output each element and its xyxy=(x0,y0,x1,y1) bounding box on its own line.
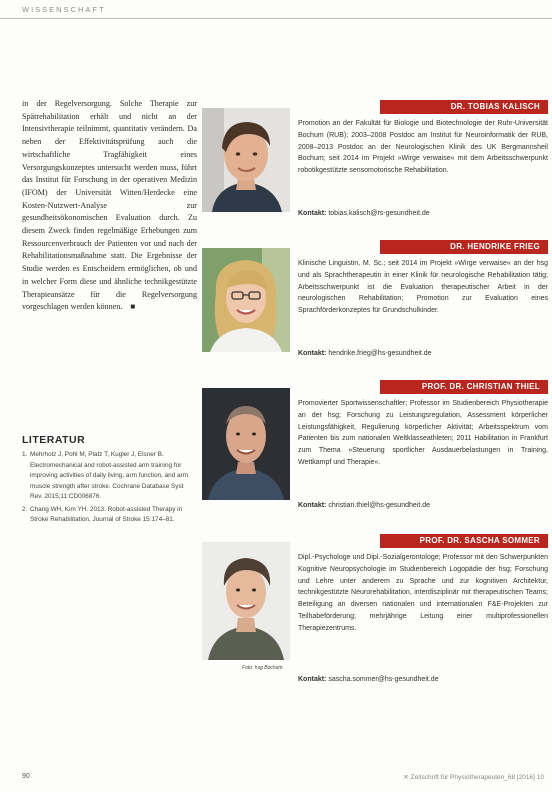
profile-contact xyxy=(298,500,430,512)
profile-bio: Promovierter Sportwissenschaftler; Professor im Studienbereich Physiotherapie an der hsg; Forschung zu Leistungsregulation, Assessment körperlicher Leistungsfähigkeit, Regulierung körperlicher Aktivität; Arbeitsspektrum vom Patienten bis zum nationalen Weltklasseathleten; 2011 Habilitation in Frankfurt zum Thema »Steuerung sportlicher Ausdauerbelastungen in Training, Wettkampf und Therapie«. xyxy=(298,400,548,466)
photo-credit: Foto: hsg Bochum xyxy=(242,665,283,671)
portrait-photo xyxy=(202,108,290,212)
portrait-photo xyxy=(202,388,290,500)
literature-item xyxy=(22,505,194,526)
contact-email[interactable]: tobias.kalisch@rs-gesundheit.de xyxy=(328,210,430,217)
portrait-photo xyxy=(202,248,290,352)
literature-item xyxy=(22,450,194,503)
journal-footer: ✕ Zeitschrift für Physiotherapeuten_68 [2016] 10 xyxy=(403,774,544,781)
literature-title: LITERATUR xyxy=(22,434,86,446)
literature-item-number: 1. xyxy=(22,451,28,458)
literature-item-text: Mehrholz J, Pohl M, Platz T, Kugler J, Elsner B. Electromechanical and robot-assisted arm training for improving activities of daily living, arm function, and arm muscle strength after stroke. Cochrane Database Syst Rev. 2015;11:CD006876. xyxy=(30,451,189,500)
profile-bio: Klinische Linguistin, M. Sc.; seit 2014 im Projekt »Wirge verwaise« an der hsg und als Sprachtherapeutin in einer Klinik für neurologische Rehabilitation tätig; Arbeitsschwerpunkt ist die Evaluation therapeutischer Arbeit in der neurologischen Rehabilitation; Promotion zur Evaluation eines Sprachförderkonzeptes für Grundschulkinder. xyxy=(298,260,548,315)
article-body xyxy=(22,98,197,314)
profile-name-bar: PROF. DR. CHRISTIAN THIEL xyxy=(380,380,548,394)
contact-email[interactable]: christian.thiel@hs-gesundheit.de xyxy=(328,502,431,509)
contact-label: Kontakt: xyxy=(298,502,327,509)
article-paragraph: in der Regelversorgung. Solche Therapie zur Spätrehabilitation erhält und nicht an der Intensivtherapie teilnimmt, quantitativ verändern. Da neben der Effektivitätsprüfung auch die wirtschaftliche Tragfähigkeit eines Versorgungskonzeptes untersucht werden muss, führt das Institut für Forschung in der operativen Medizin (IFOM) der Universität Witten/Herdecke eine Kosten-Nutzwert-Analyse zur gesundheitsökonomischen Evaluation durch. Zu diesem Zweck finden regelmäßige Erhebungen zum Ressourcenverbrauch der Patienten vor und nach der Rehabilitationsmaßnahme statt. Die Ergebnisse der Studie werden es Entscheidern ermöglichen, ob und in welcher Form diese und ähnliche technikgestützte Therapieansätze für die Regelversorgung vorgeschlagen werden können. xyxy=(22,99,197,312)
contact-label: Kontakt: xyxy=(298,350,327,357)
profile-contact xyxy=(298,348,432,360)
profile-christian-thiel xyxy=(202,380,548,518)
contact-email[interactable]: hendrike.frieg@hs-gesundheit.de xyxy=(328,350,432,357)
profile-name-bar: PROF. DR. SASCHA SOMMER xyxy=(380,534,548,548)
profile-name-bar: DR. TOBIAS KALISCH xyxy=(380,100,548,114)
literature-list xyxy=(22,450,194,528)
page-header xyxy=(0,0,552,18)
contact-email[interactable]: sascha.sommer@hs-gesundheit.de xyxy=(328,676,439,683)
literature-item-number: 2. xyxy=(22,505,28,513)
profile-bio: Promotion an der Fakultät für Biologie und Biotechnologie der Ruhr-Universität Bochum (RUB); 2003–2008 Postdoc am Institut für Neuroinformatik der RUB, 2008–2013 Postdoc an der Neurologischen Klinik des UK Bergmannsheil Bochum; seit 2014 im Projekt »Wirge verwaise« mit dem Arbeitsschwerpunkt robotikgestützte sensomotorische Rehabilitation. xyxy=(298,120,548,175)
page-number: 90 xyxy=(22,773,30,780)
profile-tobias-kalisch xyxy=(202,100,548,226)
profile-name-bar: DR. HENDRIKE FRIEG xyxy=(380,240,548,254)
header-rule xyxy=(0,18,552,19)
end-mark: ■ xyxy=(130,302,136,312)
portrait-photo xyxy=(202,542,290,660)
profile-bio: Dipl.-Psychologe und Dipl.-Sozialgerontologe; Professor mit den Schwerpunkten Kognitive Neuropsychologie im Studienbereich Logopädie der hsg; Forschung und Lehre unter anderem zu Sprache und zur kognitiven Architektur, technikgestützte Neurorehabilitation, interdisziplinär mit therapeutischen Teams; Beteiligung an diversen nationalen und internationalen F&E-Projekten zur Teilhabeförderung; mehrjährige Leitung einer multiprofessionellen Therapiezentrums. xyxy=(298,554,548,632)
profile-contact xyxy=(298,208,430,220)
contact-label: Kontakt: xyxy=(298,210,327,217)
contact-label: Kontakt: xyxy=(298,676,327,683)
profile-contact xyxy=(298,674,439,686)
profile-hendrike-frieg xyxy=(202,240,548,366)
section-label: WISSENSCHAFT xyxy=(22,5,106,14)
literature-item-text: Chang WH, Kim YH. 2013. Robot-assisted Therapy in Stroke Rehabilitation. Journal of Stroke 15:174–81. xyxy=(30,505,183,523)
